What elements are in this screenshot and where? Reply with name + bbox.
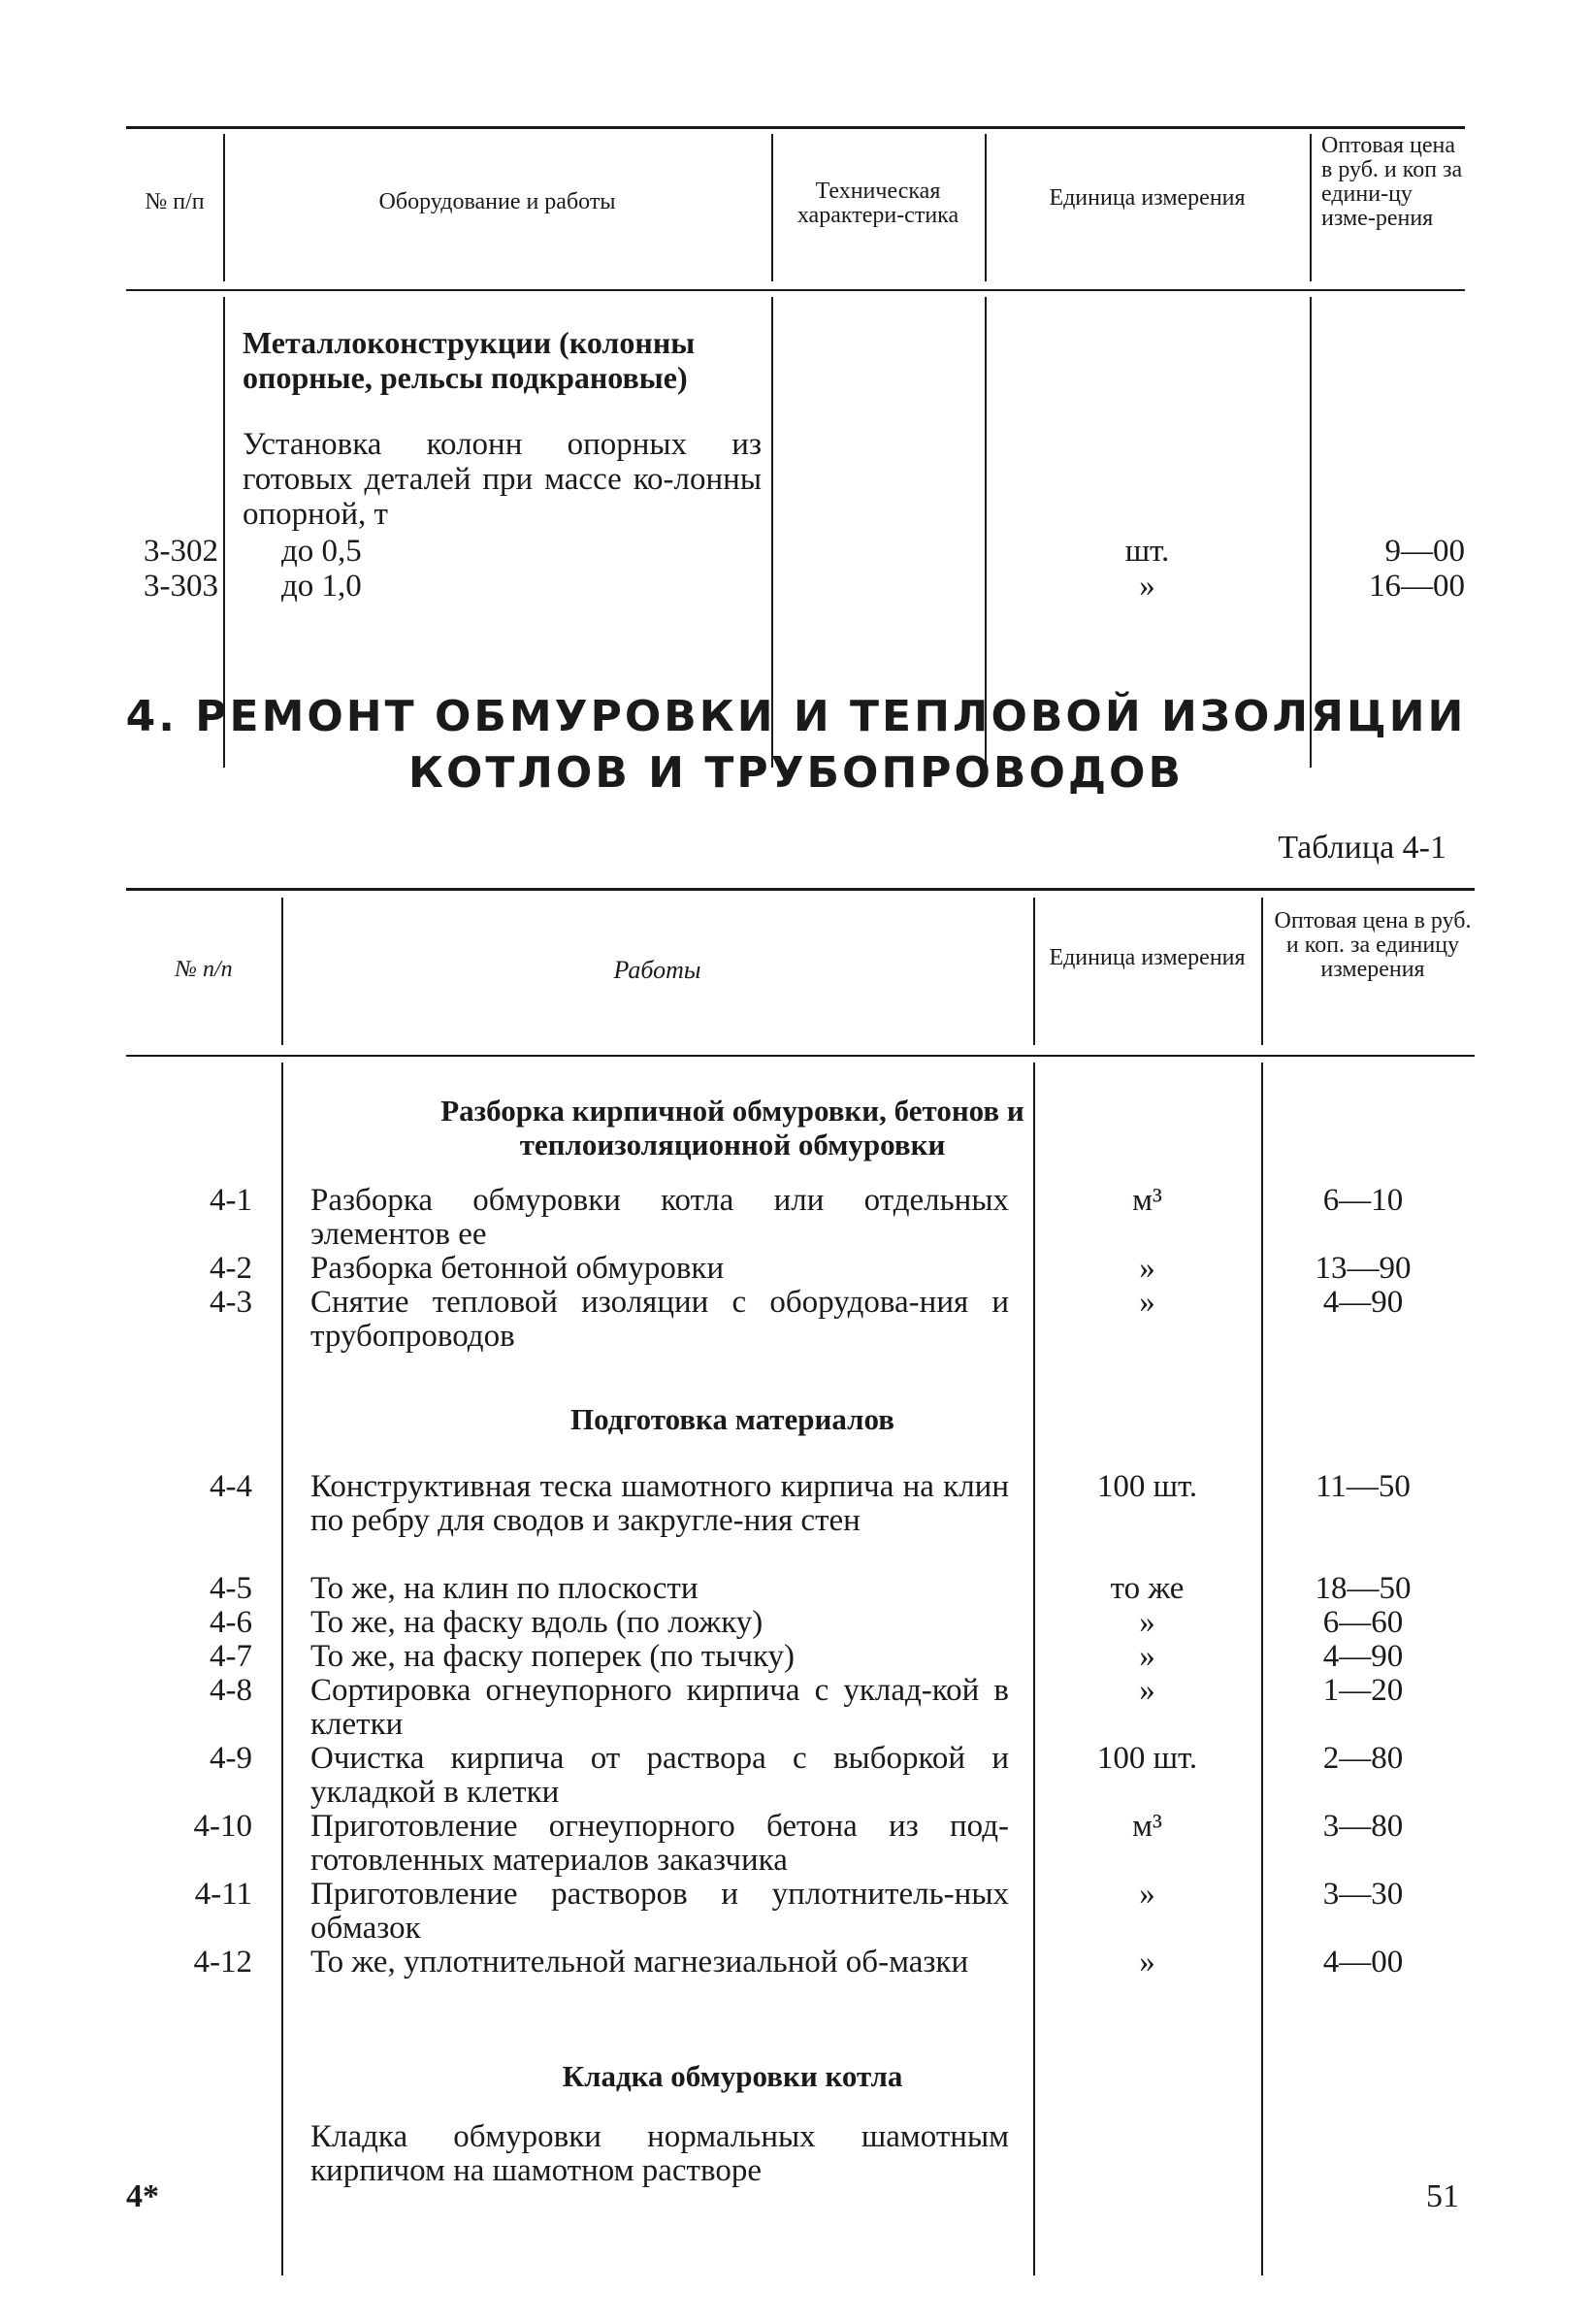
group-title: Металлоконструкции (колонны опорные, рельсы подкрановые) [243,325,696,395]
row-price: 6—10 [1322,1183,1404,1218]
row-num: 4-2 [210,1251,252,1286]
row-unit: 100 шт. [1096,1741,1198,1776]
table-works [126,888,1475,2275]
row-work: То же, на фаску вдоль (по ложку) [310,1605,764,1640]
row-unit: м³ [1132,1183,1162,1218]
row-price: 11—50 [1316,1469,1411,1504]
row-num: 3-302 [144,534,218,569]
row-price: 16—00 [1369,569,1465,604]
row-unit: » [1139,1639,1155,1674]
group-title: Разборка кирпичной обмуровки, бетонов и теплоизоляционной обмуровки [440,1094,1024,1162]
row-unit: » [1139,1251,1155,1286]
row-num: 4-12 [193,1945,252,1980]
row-price: 18—50 [1315,1571,1412,1606]
header-price: Оптовая цена в руб. и коп. за единицу измерения [1274,908,1472,982]
row-price: 2—80 [1322,1741,1404,1776]
row-num: 4-3 [210,1285,252,1320]
header-work: Работы [613,956,701,984]
row-unit: » [1139,1673,1155,1708]
section-title-line2: КОТЛОВ И ТРУБОПРОВОДОВ [407,748,1184,798]
header-num: № п/п [175,957,233,982]
group-title: Кладка обмуровки котла [562,2059,903,2093]
header-equipment: Оборудование и работы [378,189,616,214]
group-title: Подготовка материалов [569,1402,895,1436]
row-num: 4-1 [210,1183,252,1218]
row-price: 13—90 [1315,1251,1412,1286]
row-work: То же, уплотнительной магнезиальной об-мазки [310,1945,969,1980]
row-work: до 1,0 [281,569,362,604]
row-unit: » [1139,1877,1155,1912]
row-num: 3-303 [144,569,218,604]
section-title-line1: 4. РЕМОНТ ОБМУРОВКИ И ТЕПЛОВОЙ ИЗОЛЯЦИИ [125,692,1467,741]
row-unit: м³ [1132,1809,1162,1844]
header-tech: Техническая характери-стика [796,179,959,228]
row-price: 4—90 [1322,1639,1404,1674]
table-label: Таблица 4-1 [1278,830,1446,866]
header-unit: Единица измерения [1049,185,1246,211]
row-price: 3—30 [1322,1877,1404,1912]
row-work: Разборка бетонной обмуровки [310,1251,725,1286]
row-work: Приготовление огнеупорного бетона из под-готовленных материалов заказчика [310,1809,1009,1878]
row-price: 4—90 [1322,1285,1404,1320]
signature-mark: 4* [126,2178,159,2214]
table-equipment [126,126,1465,640]
row-price: 4—00 [1322,1945,1404,1980]
row-num: 4-9 [210,1741,252,1776]
row-unit: 100 шт. [1096,1469,1198,1504]
table-top-rule [126,888,1475,891]
header-unit: Единица измерения [1049,945,1246,970]
row-num: 4-11 [194,1877,252,1912]
row-work: Снятие тепловой изоляции с оборудова-ния и трубопроводов [310,1285,1009,1354]
row-work: Приготовление растворов и уплотнитель-ных обмазок [310,1877,1009,1946]
row-work: Конструктивная теска шамотного кирпича на клин по ребру для сводов и закругле-ния стен [310,1469,1009,1538]
row-price: 9—00 [1384,534,1465,569]
row-price: 1—20 [1322,1673,1404,1708]
row-unit: » [1139,569,1155,604]
header-num: № п/п [145,189,205,214]
row-work: Сортировка огнеупорного кирпича с уклад-кой в клетки [310,1673,1009,1742]
row-num: 4-6 [210,1605,252,1640]
row-unit: » [1139,1605,1155,1640]
row-num: 4-10 [193,1809,252,1844]
table-header-rule [126,1055,1475,1057]
row-work: до 0,5 [281,534,362,569]
row-work: Разборка обмуровки котла или отдельных элементов ее [310,1183,1009,1252]
row-work: Очистка кирпича от раствора с выборкой и укладкой в клетки [310,1741,1009,1810]
header-price: Оптовая цена в руб. и коп за едини-цу изме-рения [1321,133,1463,231]
row-unit: » [1139,1945,1155,1980]
table-top-rule [126,126,1465,129]
row-work: Кладка обмуровки нормальных шамотным кирпичом на шамотном растворе [310,2119,1009,2188]
row-price: 6—60 [1322,1605,1404,1640]
page-number: 51 [1426,2178,1459,2214]
row-num: 4-5 [210,1571,252,1606]
table-header-rule [126,289,1465,291]
row-num: 4-7 [210,1639,252,1674]
row-num: 4-8 [210,1673,252,1708]
row-unit: шт. [1124,534,1170,569]
group-intro: Установка колонн опорных из готовых деталей при массе ко-лонны опорной, т [243,427,762,532]
row-unit: » [1139,1285,1155,1320]
row-unit: то же [1110,1571,1185,1606]
row-work: То же, на фаску поперек (по тычку) [310,1639,796,1674]
row-num: 4-4 [210,1469,252,1504]
row-work: То же, на клин по плоскости [310,1571,699,1606]
row-price: 3—80 [1322,1809,1404,1844]
